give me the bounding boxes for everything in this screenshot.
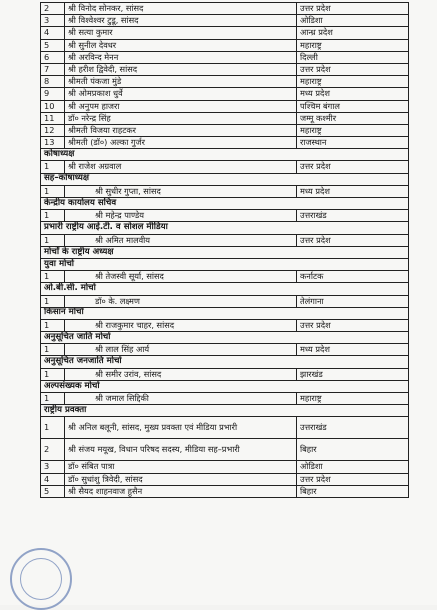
table-row <box>41 234 409 246</box>
serial-number: 1 <box>41 393 65 405</box>
serial-number: 1 <box>41 417 65 439</box>
member-name: डॉ० नरेन्द्र सिंह <box>65 112 297 124</box>
member-state: उत्तर प्रदेश <box>297 473 409 485</box>
member-state: जम्मू कश्मीर <box>297 112 409 124</box>
serial-number: 1 <box>41 210 65 222</box>
section-header-row <box>41 222 409 234</box>
serial-number: 5 <box>41 485 65 497</box>
member-state: उत्तर प्रदेश <box>297 319 409 331</box>
member-state: उत्तर प्रदेश <box>297 161 409 173</box>
section-header-row <box>41 198 409 210</box>
member-state: मध्य प्रदेश <box>297 88 409 100</box>
table-row <box>41 76 409 88</box>
serial-number: 4 <box>41 27 65 39</box>
table-row <box>41 485 409 497</box>
serial-number: 1 <box>41 344 65 356</box>
member-state: बिहार <box>297 485 409 497</box>
serial-number: 10 <box>41 100 65 112</box>
serial-number: 1 <box>41 319 65 331</box>
serial-number: 2 <box>41 3 65 15</box>
table-row <box>41 161 409 173</box>
seal-inner-ring <box>20 558 62 600</box>
member-name: श्री विनोद सोनकर, सांसद <box>65 3 297 15</box>
member-state: मध्य प्रदेश <box>297 344 409 356</box>
table-row <box>41 124 409 136</box>
serial-number: 12 <box>41 124 65 136</box>
serial-number: 3 <box>41 15 65 27</box>
serial-number: 13 <box>41 137 65 149</box>
official-seal-stamp <box>10 548 72 610</box>
table-row <box>41 417 409 439</box>
section-title: अल्पसंख्यक मोर्चा <box>41 380 409 392</box>
member-name: श्रीमती पंकजा मुंडे <box>65 76 297 88</box>
table-row <box>41 271 409 283</box>
section-header-row <box>41 258 409 270</box>
section-header-row <box>41 332 409 344</box>
section-title: युवा मोर्चा <box>41 258 409 270</box>
member-name: श्री तेजस्वी सूर्या, सांसद <box>65 271 297 283</box>
member-state: उत्तर प्रदेश <box>297 234 409 246</box>
member-state: ओडिशा <box>297 15 409 27</box>
section-header-row <box>41 307 409 319</box>
member-name: श्री अनुपम हाजरा <box>65 100 297 112</box>
section-title: ओ.बी.सी. मोर्चा <box>41 283 409 295</box>
serial-number: 1 <box>41 234 65 246</box>
member-name: श्रीमती विजया राहटकर <box>65 124 297 136</box>
serial-number: 1 <box>41 271 65 283</box>
section-title: अनुसूचित जनजाति मोर्चा <box>41 356 409 368</box>
serial-number: 3 <box>41 461 65 473</box>
section-header-row <box>41 283 409 295</box>
member-state: तेलंगाना <box>297 295 409 307</box>
section-title: किसान मोर्चा <box>41 307 409 319</box>
section-title: राष्ट्रीय प्रवक्ता <box>41 405 409 417</box>
member-name: श्री समीर उरांव, सांसद <box>65 368 297 380</box>
serial-number: 5 <box>41 39 65 51</box>
serial-number: 1 <box>41 295 65 307</box>
member-state: उत्तराखंड <box>297 210 409 222</box>
table-row <box>41 39 409 51</box>
member-state: कर्नाटक <box>297 271 409 283</box>
serial-number: 7 <box>41 63 65 75</box>
member-state: राजस्थान <box>297 137 409 149</box>
member-name: श्री सत्या कुमार <box>65 27 297 39</box>
table-row <box>41 27 409 39</box>
member-state: आन्ध्र प्रदेश <box>297 27 409 39</box>
serial-number: 1 <box>41 161 65 173</box>
section-header-row <box>41 356 409 368</box>
section-header-row <box>41 173 409 185</box>
table-row <box>41 3 409 15</box>
member-state: दिल्ली <box>297 51 409 63</box>
member-state: उत्तराखंड <box>297 417 409 439</box>
table-row <box>41 319 409 331</box>
member-state: महाराष्ट्र <box>297 76 409 88</box>
section-title: केन्द्रीय कार्यालय सचिव <box>41 198 409 210</box>
member-name: श्री हरीश द्विवेदी, सांसद <box>65 63 297 75</box>
member-name: श्री महेन्द्र पाण्डेय <box>65 210 297 222</box>
table-row <box>41 63 409 75</box>
table-row <box>41 112 409 124</box>
section-title: अनुसूचित जाति मोर्चा <box>41 332 409 344</box>
serial-number: 11 <box>41 112 65 124</box>
table-row <box>41 137 409 149</box>
table-row <box>41 185 409 197</box>
member-state: मध्य प्रदेश <box>297 185 409 197</box>
member-state: ओडिशा <box>297 461 409 473</box>
table-row <box>41 210 409 222</box>
member-name: श्री राजेश अग्रवाल <box>65 161 297 173</box>
member-state: बिहार <box>297 439 409 461</box>
section-title: सह–कोषाध्यक्ष <box>41 173 409 185</box>
table-row <box>41 88 409 100</box>
member-name: श्री राजकुमार चाहर, सांसद <box>65 319 297 331</box>
table-row <box>41 51 409 63</box>
table-row <box>41 393 409 405</box>
section-title: मोर्चों के राष्ट्रीय अध्यक्ष <box>41 246 409 258</box>
member-name: श्री ओमप्रकाश धुर्वे <box>65 88 297 100</box>
member-state: पश्चिम बंगाल <box>297 100 409 112</box>
member-state: उत्तर प्रदेश <box>297 3 409 15</box>
serial-number: 6 <box>41 51 65 63</box>
member-state: महाराष्ट्र <box>297 124 409 136</box>
member-name: श्री लाल सिंह आर्य <box>65 344 297 356</box>
section-header-row <box>41 380 409 392</box>
section-header-row <box>41 246 409 258</box>
section-header-row <box>41 405 409 417</box>
table-row <box>41 100 409 112</box>
member-state: झारखंड <box>297 368 409 380</box>
serial-number: 4 <box>41 473 65 485</box>
serial-number: 1 <box>41 185 65 197</box>
member-name: डॉ० सुधांशु त्रिवेदी, सांसद <box>65 473 297 485</box>
member-name: श्री सैयद शाहनवाज हुसैन <box>65 485 297 497</box>
member-name: श्री जमाल सिद्दिकी <box>65 393 297 405</box>
section-header-row <box>41 149 409 161</box>
member-state: महाराष्ट्र <box>297 39 409 51</box>
table-row <box>41 295 409 307</box>
member-name: श्री अरविन्द मेनन <box>65 51 297 63</box>
member-name: श्री संजय मयूख, विधान परिषद सदस्य, मीडिया सह–प्रभारी <box>65 439 297 461</box>
member-name: डॉ० के. लक्ष्मण <box>65 295 297 307</box>
member-name: श्री विश्वेश्वर टुडू, सांसद <box>65 15 297 27</box>
member-name: डॉ० संबित पात्रा <box>65 461 297 473</box>
member-name: श्रीमती (डॉ०) अल्का गुर्जर <box>65 137 297 149</box>
section-title: प्रभारी राष्ट्रीय आई.टी. व सोशल मीडिया <box>41 222 409 234</box>
member-name: श्री सुनील देवधर <box>65 39 297 51</box>
member-name: श्री अमित मालवीय <box>65 234 297 246</box>
table-row <box>41 439 409 461</box>
serial-number: 9 <box>41 88 65 100</box>
table-row <box>41 461 409 473</box>
table-row <box>41 15 409 27</box>
table-body <box>41 3 409 498</box>
section-title: कोषाध्यक्ष <box>41 149 409 161</box>
table-row <box>41 344 409 356</box>
member-name: श्री सुधीर गुप्ता, सांसद <box>65 185 297 197</box>
serial-number: 2 <box>41 439 65 461</box>
office-bearers-table <box>40 2 409 498</box>
serial-number: 8 <box>41 76 65 88</box>
member-state: महाराष्ट्र <box>297 393 409 405</box>
table-row <box>41 368 409 380</box>
member-name: श्री अनिल बलूनी, सांसद, मुख्य प्रवक्ता एवं मीडिया प्रभारी <box>65 417 297 439</box>
serial-number: 1 <box>41 368 65 380</box>
table-row <box>41 473 409 485</box>
member-state: उत्तर प्रदेश <box>297 63 409 75</box>
